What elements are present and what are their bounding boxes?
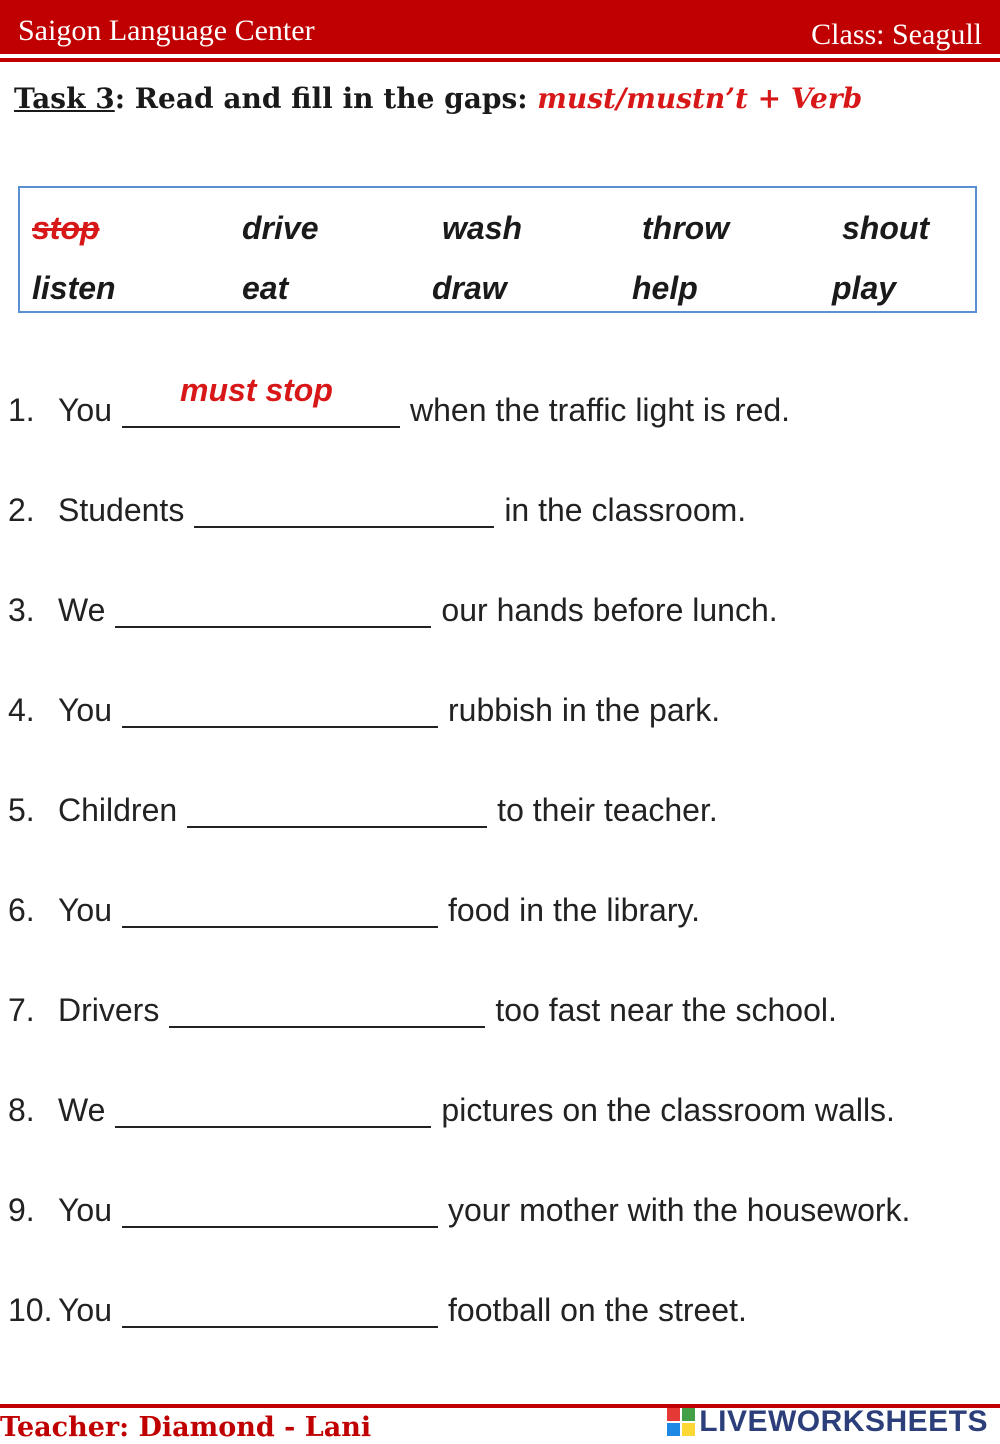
center-name: Saigon Language Center xyxy=(18,14,315,47)
word-bank-item[interactable]: wash xyxy=(442,210,523,246)
sentence-end: pictures on the classroom walls. xyxy=(441,1092,895,1128)
sentence-start: Children xyxy=(58,792,178,828)
question-number: 4. xyxy=(8,692,35,728)
sentence-start: Students xyxy=(58,492,185,528)
word-bank-item[interactable]: eat xyxy=(242,270,289,306)
answer-blank[interactable] xyxy=(169,992,485,1028)
sentence-end: too fast near the school. xyxy=(495,992,837,1028)
task-hint: must/mustn’t + Verb xyxy=(537,82,863,115)
answer-blank[interactable] xyxy=(122,692,438,728)
brand-name: LIVEWORKSHEETS xyxy=(699,1405,988,1438)
answer-blank[interactable] xyxy=(122,1192,438,1228)
question-number: 3. xyxy=(8,592,35,628)
question-sentence xyxy=(58,1292,747,1329)
header-divider xyxy=(0,58,1000,62)
sentence-start: You xyxy=(58,892,112,928)
question-sentence xyxy=(58,692,720,729)
question-number: 5. xyxy=(8,792,35,828)
sentence-end: in the classroom. xyxy=(504,492,747,528)
answer-blank[interactable] xyxy=(187,792,487,828)
sentence-start: We xyxy=(58,1092,106,1128)
task-label: Task 3 xyxy=(14,82,115,115)
sentence-end: your mother with the housework. xyxy=(448,1192,911,1228)
question-number: 9. xyxy=(8,1192,35,1228)
answer-blank[interactable] xyxy=(122,892,438,928)
answer-blank[interactable] xyxy=(122,1292,438,1328)
question-sentence xyxy=(58,992,837,1029)
question-sentence xyxy=(58,892,700,929)
question-number: 8. xyxy=(8,1092,35,1128)
word-bank-item[interactable]: drive xyxy=(242,210,319,246)
task-title xyxy=(14,82,862,115)
question-sentence xyxy=(58,1092,895,1129)
sentence-start: Drivers xyxy=(58,992,160,1028)
sentence-start: We xyxy=(58,592,106,628)
answer-blank[interactable] xyxy=(122,372,400,428)
question-number: 10. xyxy=(8,1292,53,1328)
sentence-start: You xyxy=(58,1292,112,1328)
question-number: 6. xyxy=(8,892,35,928)
word-bank-item[interactable]: throw xyxy=(642,210,730,246)
sentence-start: You xyxy=(58,1192,112,1228)
class-name: Class: Seagull xyxy=(811,18,982,51)
header-bar xyxy=(0,0,1000,54)
task-instruction: : Read and fill in the gaps: xyxy=(114,82,538,115)
word-bank-item[interactable]: stop xyxy=(32,210,100,246)
question-number: 2. xyxy=(8,492,35,528)
answer-blank[interactable] xyxy=(115,592,431,628)
word-bank-item[interactable]: listen xyxy=(32,270,116,306)
word-bank-item[interactable]: shout xyxy=(842,210,930,246)
question-number: 7. xyxy=(8,992,35,1028)
sentence-end: football on the street. xyxy=(448,1292,747,1328)
answer-text: must stop xyxy=(180,372,333,408)
teacher-name: Teacher: Diamond - Lani xyxy=(0,1412,372,1443)
word-bank-item[interactable]: play xyxy=(832,270,897,306)
question-sentence xyxy=(58,792,718,829)
brand[interactable] xyxy=(667,1405,988,1439)
question-sentence xyxy=(58,492,746,529)
question-sentence xyxy=(58,372,791,429)
sentence-end: our hands before lunch. xyxy=(441,592,778,628)
sentence-start: You xyxy=(58,392,112,428)
sentence-end: to their teacher. xyxy=(497,792,718,828)
word-bank xyxy=(18,186,977,313)
sentence-start: You xyxy=(58,692,112,728)
answer-blank[interactable] xyxy=(115,1092,431,1128)
question-sentence xyxy=(58,592,778,629)
sentence-end: food in the library. xyxy=(448,892,700,928)
liveworksheets-logo-icon xyxy=(667,1408,695,1436)
word-bank-item[interactable]: help xyxy=(632,270,698,306)
answer-blank[interactable] xyxy=(194,492,494,528)
question-number: 1. xyxy=(8,392,35,428)
sentence-end: rubbish in the park. xyxy=(448,692,721,728)
sentence-end: when the traffic light is red. xyxy=(410,392,791,428)
question-sentence xyxy=(58,1192,910,1229)
word-bank-item[interactable]: draw xyxy=(432,270,507,306)
